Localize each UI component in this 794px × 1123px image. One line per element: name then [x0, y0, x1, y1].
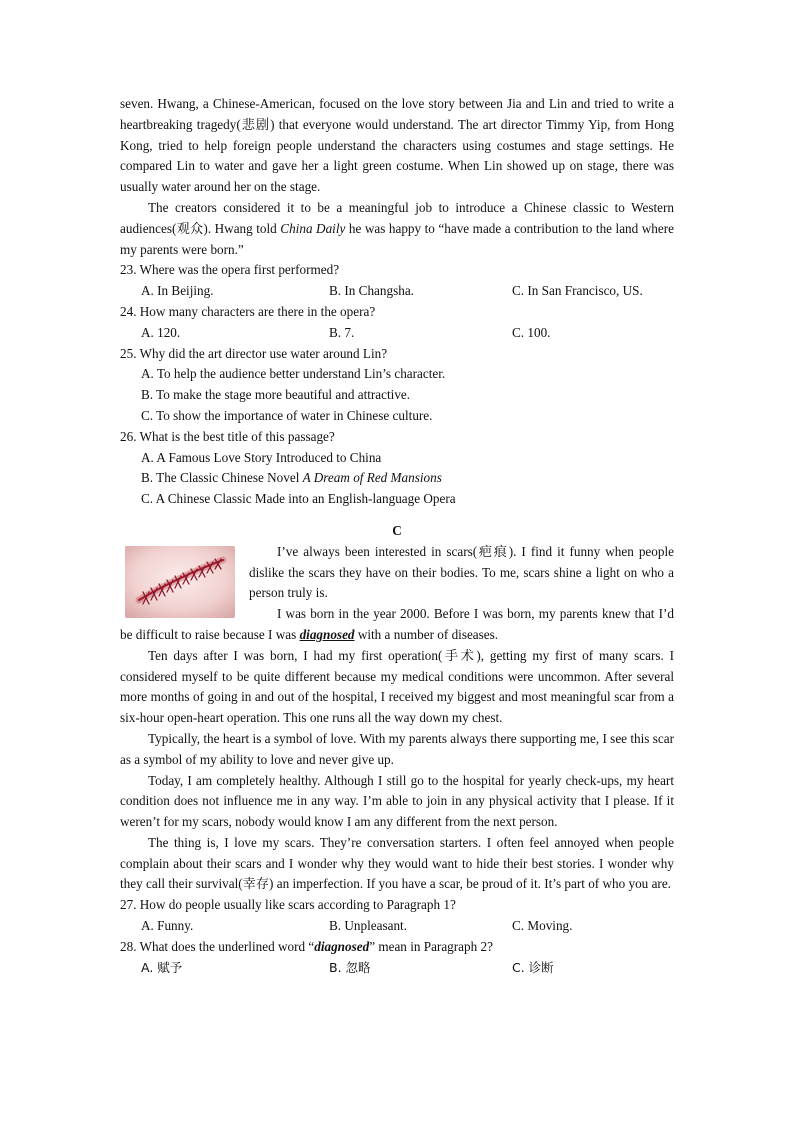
underlined-word: diagnosed [299, 626, 355, 642]
option-c: C. 100. [512, 324, 551, 340]
novel-title: A Dream of Red Mansions [302, 470, 442, 486]
passage-paragraph: Typically, the heart is a symbol of love. With my parents always there supporting me, I see this scar as a symbol of my ability to love and never give up. [120, 730, 674, 767]
options-27 [120, 916, 674, 937]
passage-paragraph: I was born in the year 2000. Before I was born, my parents knew that I’d be difficult to raise because I was diagnosed with a number of diseases. [120, 606, 674, 642]
option-a: A. 赋予 [141, 959, 183, 975]
option-c: C. A Chinese Classic Made into an English-language Opera [141, 491, 456, 507]
option-a: A. 120. [141, 324, 181, 340]
option-b: B. 忽略 [329, 959, 371, 975]
option-a: A. In Beijing. [141, 283, 214, 299]
option-c: C. 诊断 [512, 959, 554, 975]
passage-paragraph: Today, I am completely healthy. Although I still go to the hospital for yearly check-ups, my heart condition does not influence me in any way. I’m able to join in any physical activity that I please. If it weren’t for my scars, nobody would know I am any different from the next person. [120, 772, 674, 830]
section-heading: C [392, 522, 402, 538]
section-c-body [120, 542, 674, 646]
scar-image [125, 546, 235, 618]
options-23 [120, 281, 674, 302]
option-b: B. Unpleasant. [329, 918, 408, 934]
option-c: C. To show the importance of water in Chinese culture. [141, 407, 433, 423]
passage-paragraph: The creators considered it to be a meaningful job to introduce a Chinese classic to Western audiences(观众). Hwang told China Daily he was happy to “have made a contribution to the land where my parents were born.” [120, 199, 674, 257]
option-a: A. Funny. [141, 918, 194, 934]
newspaper-name: China Daily [280, 220, 346, 236]
passage-paragraph: The thing is, I love my scars. They’re conversation starters. I often feel annoyed when people complain about their scars and I wonder why they would want to hide their best stories. I wonder why they call their survival(幸存) an imperfection. If you have a scar, be proud of it. It’s part of who you are. [120, 834, 674, 892]
option-b: B. The Classic Chinese Novel A Dream of Red Mansions [141, 470, 442, 486]
option-a: A. A Famous Love Story Introduced to China [141, 449, 382, 465]
question-28: 28. What does the underlined word “diagnosed” mean in Paragraph 2? [120, 938, 493, 954]
option-b: B. 7. [329, 324, 355, 340]
option-c: C. Moving. [512, 918, 573, 934]
options-28 [120, 958, 674, 979]
option-b: B. To make the stage more beautiful and attractive. [141, 387, 411, 403]
question-25: 25. Why did the art director use water around Lin? [120, 345, 388, 361]
options-24 [120, 323, 674, 344]
passage-paragraph: seven. Hwang, a Chinese-American, focused on the love story between Jia and Lin and tried to write a heartbreaking tragedy(悲剧) that everyone would understand. The art director Timmy Yip, from Hong Kong, tried to help foreign people understand the characters using costumes and stage settings. He compared Lin to water and gave her a light green costume. When Lin showed up on stage, there was usually water around her on the stage. [120, 96, 674, 195]
question-24: 24. How many characters are there in the opera? [120, 303, 376, 319]
option-a: A. To help the audience better understand Lin’s character. [141, 366, 446, 382]
question-26: 26. What is the best title of this passage? [120, 428, 335, 444]
question-27: 27. How do people usually like scars according to Paragraph 1? [120, 897, 456, 913]
exam-page [120, 94, 674, 978]
option-c: C. In San Francisco, US. [512, 283, 643, 299]
question-23: 23. Where was the opera first performed? [120, 262, 340, 278]
scar-illustration [125, 546, 235, 618]
passage-paragraph: I’ve always been interested in scars(疤痕). I find it funny when people dislike the scars they have on their bodies. To me, scars shine a light on who a person truly is. [249, 543, 674, 601]
passage-paragraph: Ten days after I was born, I had my first operation(手术), getting my first of many scars. I considered myself to be quite different because my medical conditions were uncommon. After several more months of going in and out of the hospital, I received my biggest and most meaningful scar from a six-hour open-heart operation. This one runs all the way down my chest. [120, 647, 674, 726]
option-b: B. In Changsha. [329, 283, 414, 299]
question-word: diagnosed [314, 938, 370, 954]
